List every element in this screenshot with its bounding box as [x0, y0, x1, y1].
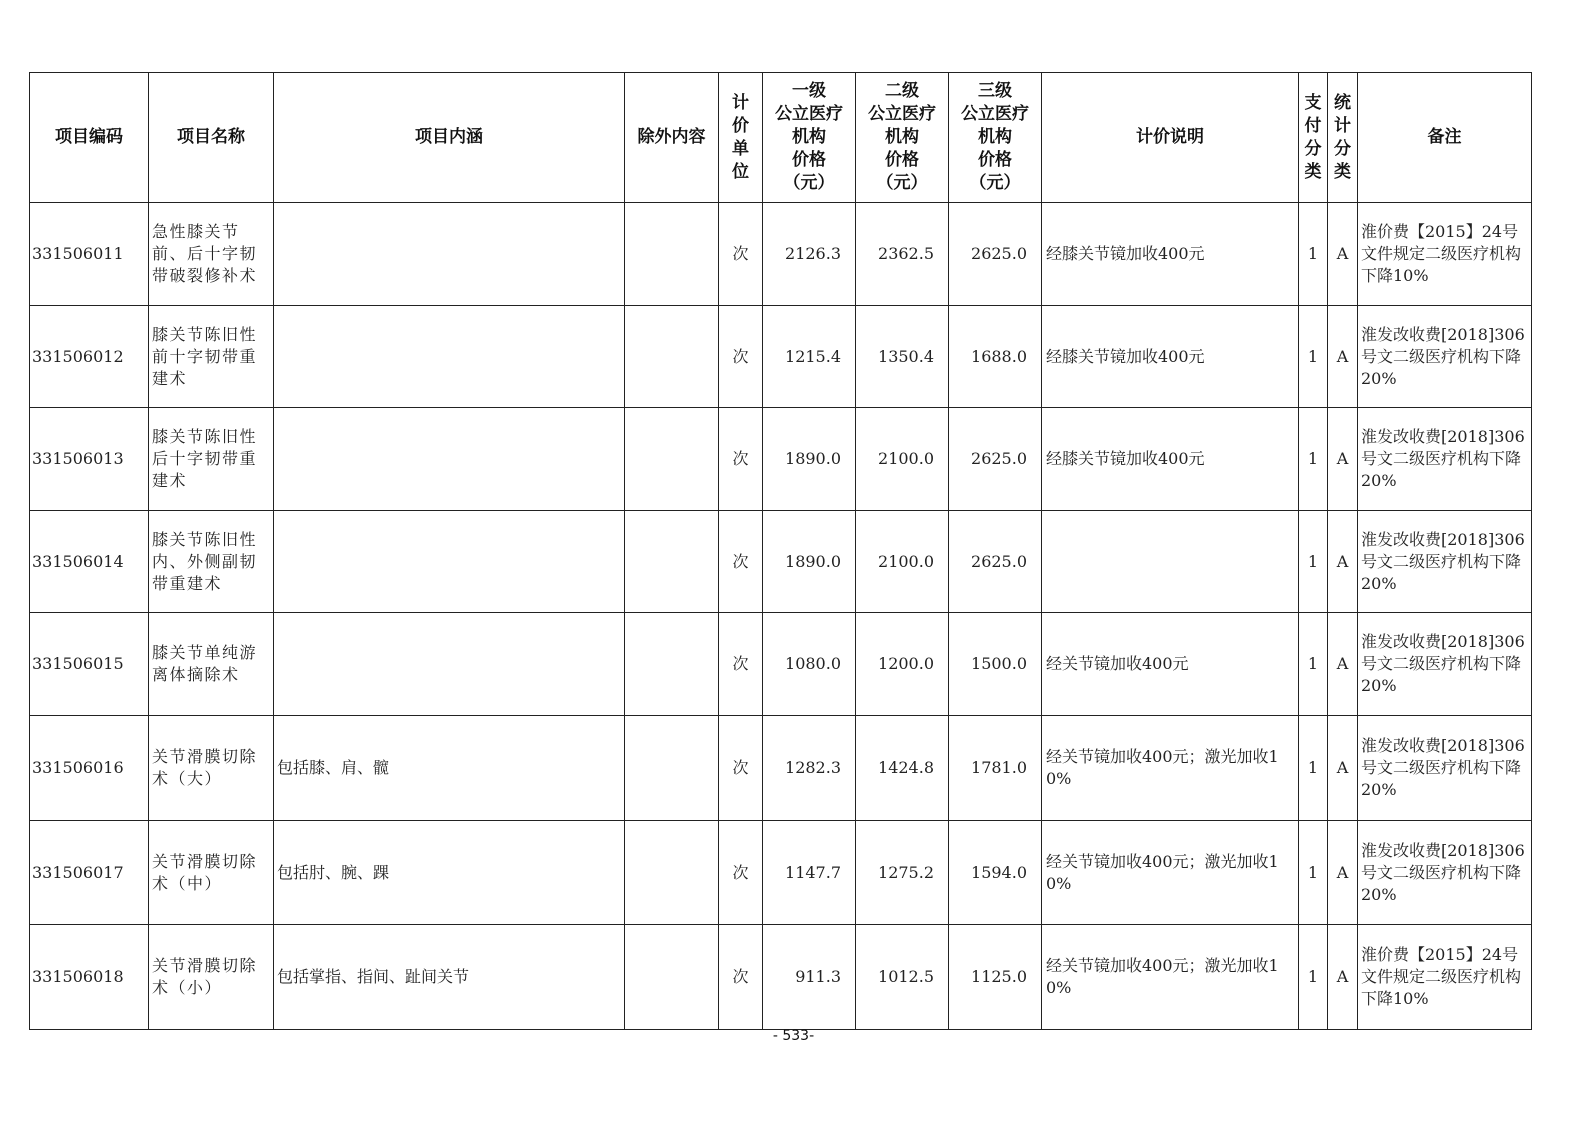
- table-row: [30, 203, 1532, 306]
- header-payment-class: [1299, 73, 1328, 203]
- header-exclusion: 除外内容: [625, 73, 719, 203]
- table-row: [30, 408, 1532, 511]
- cell-payment-class: 1: [1299, 306, 1328, 408]
- cell-price3: 2625.0: [949, 511, 1042, 613]
- header-price3: [949, 73, 1042, 203]
- cell-content: [274, 203, 625, 306]
- cell-pricing-note: 经膝关节镜加收400元: [1042, 306, 1299, 408]
- header-price1-text: 一级 公立医疗 机构 价格 （元）: [775, 81, 843, 193]
- cell-price1: 2126.3: [763, 203, 856, 306]
- cell-price2: 1012.5: [856, 925, 949, 1030]
- table-row: [30, 511, 1532, 613]
- cell-price3: 1125.0: [949, 925, 1042, 1030]
- header-content: 项目内涵: [274, 73, 625, 203]
- cell-payment-class: 1: [1299, 716, 1328, 821]
- cell-remark: 淮发改收费[2018]306号文二级医疗机构下降20%: [1358, 613, 1532, 716]
- header-unit-text: 计 价 单 位: [732, 92, 749, 182]
- cell-price3: 2625.0: [949, 408, 1042, 511]
- cell-pricing-note: 经膝关节镜加收400元: [1042, 203, 1299, 306]
- cell-unit: 次: [719, 925, 763, 1030]
- header-pricing-note: 计价说明: [1042, 73, 1299, 203]
- cell-price3: 2625.0: [949, 203, 1042, 306]
- cell-price2: 2362.5: [856, 203, 949, 306]
- cell-payment-class: 1: [1299, 821, 1328, 925]
- table-row: [30, 306, 1532, 408]
- header-stat-class: [1328, 73, 1358, 203]
- header-code: 项目编码: [30, 73, 149, 203]
- header-price2: [856, 73, 949, 203]
- cell-content: 包括掌指、指间、趾间关节: [274, 925, 625, 1030]
- cell-exclusion: [625, 821, 719, 925]
- cell-pricing-note: 经关节镜加收400元；激光加收10%: [1042, 716, 1299, 821]
- cell-exclusion: [625, 511, 719, 613]
- header-row: [30, 73, 1532, 203]
- header-remarks: 备注: [1358, 73, 1532, 203]
- cell-price1: 1147.7: [763, 821, 856, 925]
- cell-price2: 1350.4: [856, 306, 949, 408]
- cell-stat-class: A: [1328, 925, 1358, 1030]
- table-row: [30, 613, 1532, 716]
- cell-unit: 次: [719, 203, 763, 306]
- cell-remark: 淮发改收费[2018]306号文二级医疗机构下降20%: [1358, 511, 1532, 613]
- cell-price2: 1275.2: [856, 821, 949, 925]
- cell-unit: 次: [719, 306, 763, 408]
- cell-price3: 1781.0: [949, 716, 1042, 821]
- header-unit: [719, 73, 763, 203]
- cell-code: 331506016: [30, 716, 149, 821]
- cell-exclusion: [625, 306, 719, 408]
- cell-name: 关节滑膜切除术（小）: [149, 925, 274, 1030]
- cell-price1: 911.3: [763, 925, 856, 1030]
- cell-price1: 1890.0: [763, 408, 856, 511]
- header-price3-text: 三级 公立医疗 机构 价格 （元）: [961, 81, 1029, 193]
- cell-content: [274, 306, 625, 408]
- cell-stat-class: A: [1328, 306, 1358, 408]
- cell-code: 331506014: [30, 511, 149, 613]
- cell-price3: 1594.0: [949, 821, 1042, 925]
- header-price1: [763, 73, 856, 203]
- cell-code: 331506018: [30, 925, 149, 1030]
- cell-name: 膝关节陈旧性后十字韧带重建术: [149, 408, 274, 511]
- cell-payment-class: 1: [1299, 203, 1328, 306]
- cell-code: 331506011: [30, 203, 149, 306]
- cell-price3: 1500.0: [949, 613, 1042, 716]
- cell-exclusion: [625, 613, 719, 716]
- cell-stat-class: A: [1328, 821, 1358, 925]
- cell-unit: 次: [719, 613, 763, 716]
- cell-stat-class: A: [1328, 716, 1358, 821]
- cell-payment-class: 1: [1299, 613, 1328, 716]
- cell-stat-class: A: [1328, 511, 1358, 613]
- price-table: [29, 72, 1532, 1030]
- cell-price3: 1688.0: [949, 306, 1042, 408]
- header-price2-text: 二级 公立医疗 机构 价格 （元）: [868, 81, 936, 193]
- cell-remark: 淮发改收费[2018]306号文二级医疗机构下降20%: [1358, 821, 1532, 925]
- cell-exclusion: [625, 203, 719, 306]
- cell-name: 急性膝关节前、后十字韧带破裂修补术: [149, 203, 274, 306]
- header-payment-class-text: 支 付 分 类: [1304, 92, 1322, 182]
- table-row: [30, 925, 1532, 1030]
- header-stat-class-text: 统 计 分 类: [1334, 92, 1351, 182]
- cell-price1: 1080.0: [763, 613, 856, 716]
- cell-content: 包括膝、肩、髋: [274, 716, 625, 821]
- cell-pricing-note: 经关节镜加收400元；激光加收10%: [1042, 821, 1299, 925]
- cell-pricing-note: 经关节镜加收400元: [1042, 613, 1299, 716]
- cell-code: 331506015: [30, 613, 149, 716]
- cell-stat-class: A: [1328, 203, 1358, 306]
- cell-unit: 次: [719, 716, 763, 821]
- header-name: 项目名称: [149, 73, 274, 203]
- cell-stat-class: A: [1328, 408, 1358, 511]
- cell-unit: 次: [719, 511, 763, 613]
- cell-code: 331506017: [30, 821, 149, 925]
- cell-price2: 2100.0: [856, 511, 949, 613]
- cell-name: 关节滑膜切除术（大）: [149, 716, 274, 821]
- cell-name: 膝关节陈旧性前十字韧带重建术: [149, 306, 274, 408]
- table-row: [30, 821, 1532, 925]
- cell-pricing-note: 经膝关节镜加收400元: [1042, 408, 1299, 511]
- cell-price2: 2100.0: [856, 408, 949, 511]
- cell-content: [274, 511, 625, 613]
- cell-content: [274, 408, 625, 511]
- cell-payment-class: 1: [1299, 408, 1328, 511]
- cell-price2: 1200.0: [856, 613, 949, 716]
- cell-code: 331506012: [30, 306, 149, 408]
- cell-remark: 淮发改收费[2018]306号文二级医疗机构下降20%: [1358, 408, 1532, 511]
- cell-exclusion: [625, 716, 719, 821]
- table-row: [30, 716, 1532, 821]
- cell-pricing-note: [1042, 511, 1299, 613]
- cell-pricing-note: 经关节镜加收400元；激光加收10%: [1042, 925, 1299, 1030]
- cell-exclusion: [625, 408, 719, 511]
- cell-exclusion: [625, 925, 719, 1030]
- cell-remark: 淮发改收费[2018]306号文二级医疗机构下降20%: [1358, 716, 1532, 821]
- cell-price2: 1424.8: [856, 716, 949, 821]
- cell-stat-class: A: [1328, 613, 1358, 716]
- cell-unit: 次: [719, 821, 763, 925]
- page-number: - 533-: [772, 1028, 815, 1044]
- cell-payment-class: 1: [1299, 925, 1328, 1030]
- cell-payment-class: 1: [1299, 511, 1328, 613]
- cell-remark: 淮发改收费[2018]306号文二级医疗机构下降20%: [1358, 306, 1532, 408]
- cell-price1: 1215.4: [763, 306, 856, 408]
- cell-name: 关节滑膜切除术（中）: [149, 821, 274, 925]
- cell-code: 331506013: [30, 408, 149, 511]
- cell-remark: 淮价费【2015】24号文件规定二级医疗机构下降10%: [1358, 203, 1532, 306]
- cell-price1: 1890.0: [763, 511, 856, 613]
- cell-content: 包括肘、腕、踝: [274, 821, 625, 925]
- cell-content: [274, 613, 625, 716]
- cell-name: 膝关节陈旧性内、外侧副韧带重建术: [149, 511, 274, 613]
- cell-unit: 次: [719, 408, 763, 511]
- cell-remark: 淮价费【2015】24号文件规定二级医疗机构下降10%: [1358, 925, 1532, 1030]
- cell-name: 膝关节单纯游离体摘除术: [149, 613, 274, 716]
- cell-price1: 1282.3: [763, 716, 856, 821]
